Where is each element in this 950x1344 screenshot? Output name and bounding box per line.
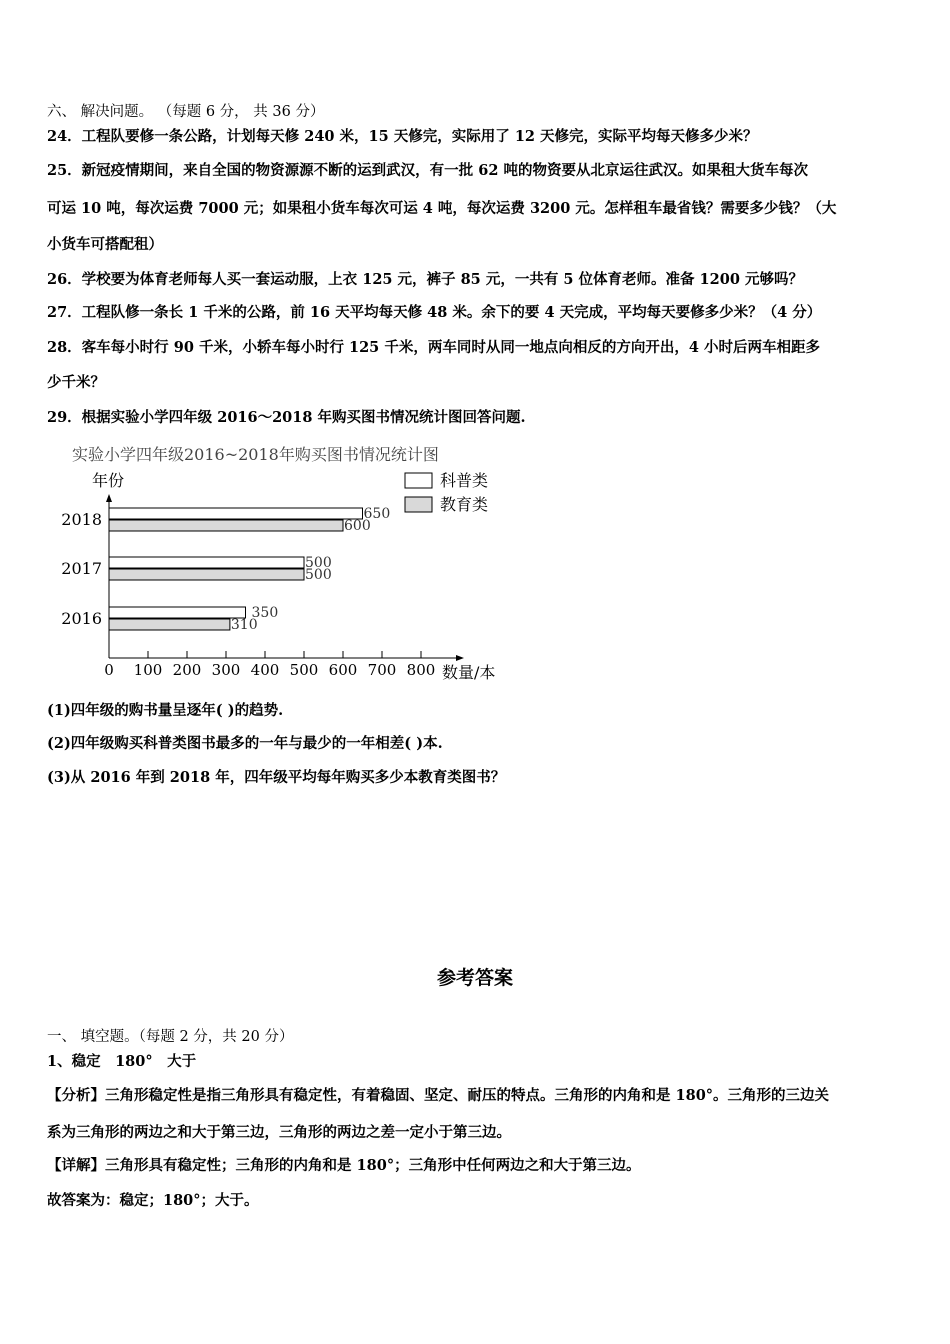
legend-label-science: 科普类 bbox=[440, 471, 489, 490]
x-tick-label: 400 bbox=[250, 661, 280, 679]
section-heading: 六、 解决问题。 （每题 6 分， 共 36 分） bbox=[47, 104, 325, 120]
y-category-label: 2017 bbox=[61, 559, 102, 578]
question-25-cont: 小货车可搭配租） bbox=[47, 236, 163, 253]
bar-education bbox=[109, 520, 343, 531]
question-25: 25．新冠疫情期间，来自全国的物资源源不断的运到武汉，有一批 62 吨的物资要从北京运往武汉。如果租大货车每次 bbox=[47, 162, 808, 179]
subquestion-1: (1)四年级的购书量呈逐年( )的趋势. bbox=[47, 702, 284, 719]
x-axis-arrow bbox=[456, 655, 464, 661]
question-28: 28．客车每小时行 90 千米，小轿车每小时行 125 千米，两车同时从同一地点向相反的方向开出，4 小时后两车相距多 bbox=[47, 339, 820, 356]
question-26: 26．学校要为体育老师每人买一套运动服，上衣 125 元，裤子 85 元，一共有 5 位体育老师。准备 1200 元够吗？ bbox=[47, 271, 803, 288]
x-tick-label: 500 bbox=[289, 661, 319, 679]
x-axis-label: 数量/本 bbox=[442, 663, 496, 682]
x-tick-label: 300 bbox=[211, 661, 241, 679]
legend-label-education: 教育类 bbox=[440, 495, 489, 514]
bar-value-label: 310 bbox=[230, 617, 258, 633]
bar-value-label: 650 bbox=[363, 506, 391, 522]
question-29: 29．根据实验小学四年级 2016～2018 年购买图书情况统计图回答问题. bbox=[47, 409, 526, 426]
x-tick-label: 200 bbox=[172, 661, 202, 679]
legend-swatch-education bbox=[405, 497, 432, 512]
answer-analysis: 【分析】三角形稳定性是指三角形具有稳定性，有着稳固、坚定、耐压的特点。三角形的内角和是 180°。三角形的三边关 bbox=[47, 1087, 830, 1104]
bar-chart bbox=[40, 440, 520, 690]
x-tick-label: 100 bbox=[133, 661, 163, 679]
bar-value-label: 500 bbox=[305, 567, 332, 583]
subquestion-3: (3)从 2016 年到 2018 年，四年级平均每年购买多少本教育类图书？ bbox=[47, 769, 506, 786]
y-axis-arrow bbox=[106, 494, 112, 502]
answer-title: 参考答案 bbox=[436, 967, 513, 989]
subquestion-2: (2)四年级购买科普类图书最多的一年与最少的一年相差( )本. bbox=[47, 735, 443, 752]
bar-science bbox=[109, 508, 363, 519]
answer-conclusion: 故答案为：稳定；180°；大于。 bbox=[47, 1192, 259, 1209]
question-24: 24．工程队要修一条公路，计划每天修 240 米，15 天修完，实际用了 12 天修完，实际平均每天修多少米？ bbox=[47, 128, 758, 145]
chart-title: 实验小学四年级2016~2018年购买图书情况统计图 bbox=[72, 445, 439, 464]
x-tick-label: 800 bbox=[406, 661, 436, 679]
question-25-cont: 可运 10 吨，每次运费 7000 元；如果租小货车每次可运 4 吨，每次运费 3200 元。怎样租车最省钱？需要多少钱？（大 bbox=[47, 200, 837, 217]
bar-value-label: 500 bbox=[305, 555, 332, 571]
bar-science bbox=[109, 607, 246, 618]
y-axis-label: 年份 bbox=[92, 471, 125, 490]
y-category-label: 2018 bbox=[61, 510, 102, 529]
answer-section-heading: 一、 填空题。（每题 2 分，共 20 分） bbox=[47, 1029, 294, 1045]
bar-science bbox=[109, 557, 304, 568]
answer-analysis-cont: 系为三角形的两边之和大于第三边，三角形的两边之差一定小于第三边。 bbox=[47, 1124, 511, 1141]
y-category-label: 2016 bbox=[61, 609, 102, 628]
bar-value-label: 600 bbox=[344, 518, 371, 534]
bar-education bbox=[109, 619, 230, 630]
bar-education bbox=[109, 569, 304, 580]
answer-1: 1、稳定 180° 大于 bbox=[47, 1053, 197, 1070]
legend-swatch-science bbox=[405, 473, 432, 488]
x-tick-label: 0 bbox=[104, 661, 114, 679]
x-tick-label: 600 bbox=[328, 661, 358, 679]
question-27: 27．工程队修一条长 1 千米的公路，前 16 天平均每天修 48 米。余下的要 4 天完成，平均每天要修多少米？（4 分） bbox=[47, 304, 822, 321]
bar-value-label: 350 bbox=[251, 605, 279, 621]
question-28-cont: 少千米？ bbox=[47, 374, 105, 391]
x-tick-label: 700 bbox=[367, 661, 397, 679]
answer-detail: 【详解】三角形具有稳定性；三角形的内角和是 180°；三角形中任何两边之和大于第三边。 bbox=[47, 1157, 641, 1174]
